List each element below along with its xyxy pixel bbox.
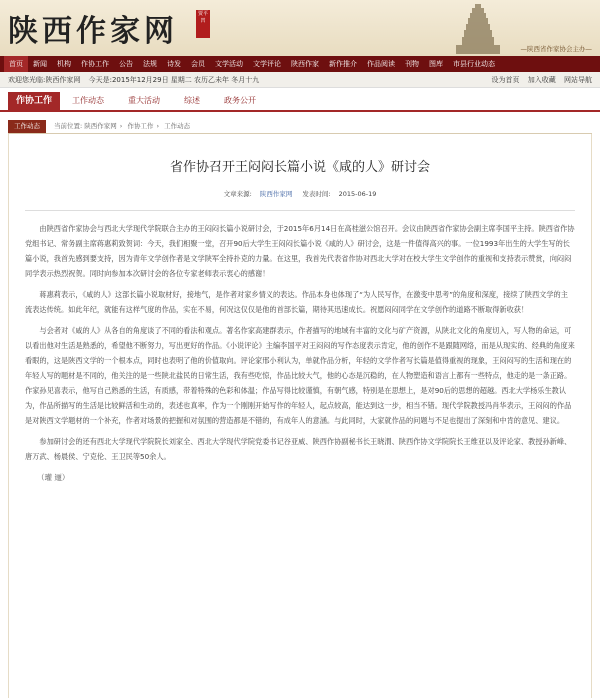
site-nav-link[interactable]: 网站导航 bbox=[564, 75, 592, 84]
tab-work-news[interactable]: 工作动态 bbox=[72, 96, 105, 105]
nav-item-news[interactable]: 新闻 bbox=[33, 60, 47, 68]
breadcrumb-label: 工作动态 bbox=[8, 120, 46, 133]
info-bar bbox=[0, 72, 600, 88]
article-paragraph: 与会者对《咸的人》从各自的角度谈了不同的看法和观点。著名作家高建群表示，作者描写的地域有丰富的文化与矿产资源，从陕北文化的角度切入，写人物的命运，可以看出他对生活是熟悉的，希望他不断努力，写出更好的作品。《小说评论》主编李国平对王闷闷的写作态度表示肯定，他的创作不是跟随网络，而是从现实的、经典的角度来看眼的，这是陕西文学的一个根本点，同时也表明了他的价值取向。评论家邢小利认为，单就作品分析，年轻的文学作者写长篇是值得重视的现象，王闷闷写的生活和现在的年轻人写的题材是不同的，他关注的是一些陕北盐民的日常生活，我有些吃惊，作品比较大气，他的心态是沉稳的，在人物塑造和语言上都有一些特点，他走的是一条正路。作家孙见喜表示，他写自己熟悉的生活，有质感，带着特殊的色彩和体温；作品写得比较谨慎，有朝气感，特别是在思想上，是对90后的思想的超越。西北大学杨乐生教认为，作品所描写的生活是比较鲜活和生动的，表述也真率，作为一个刚刚开始写作的年轻人，起点较高，能达到这一步，相当不错。现代学院教授冯肖华表示，王闷闷的作品是对陕西文学题材的一个补充，作者对场景的把握和对氛围的营造都是不错的，有成年人的意涵。与此同时，大家就作品的问题与不足也提出了深刻和中肯的意见、建议。 bbox=[25, 326, 575, 425]
time-label: 发表时间: bbox=[302, 190, 331, 198]
breadcrumb-item-home[interactable]: 陕西作家网 bbox=[84, 122, 117, 130]
article-meta bbox=[25, 189, 575, 198]
date-text: 今天是:2015年12月29日 星期二 农历乙未年 冬月十九 bbox=[88, 75, 260, 84]
nav-item-home[interactable]: 首页 bbox=[4, 56, 28, 72]
add-favorite-link[interactable]: 加入收藏 bbox=[527, 75, 556, 84]
pagoda-icon bbox=[448, 2, 508, 54]
site-logo[interactable]: 陕西作家网 bbox=[8, 14, 178, 49]
tab-overview[interactable]: 综述 bbox=[184, 96, 201, 105]
breadcrumb-prefix: 当前位置: bbox=[54, 122, 83, 130]
nav-item-regulations[interactable]: 法规 bbox=[143, 60, 157, 68]
nav-item-gallery[interactable]: 图库 bbox=[429, 60, 443, 68]
banner-slogan: —陕西省作家协会主办— bbox=[520, 45, 592, 53]
breadcrumb bbox=[8, 120, 592, 134]
nav-item-poetry[interactable]: 诗发 bbox=[167, 60, 181, 68]
main-nav bbox=[0, 56, 600, 72]
nav-item-literary-events[interactable]: 文学活动 bbox=[215, 60, 243, 68]
set-homepage-link[interactable]: 设为首页 bbox=[491, 75, 520, 84]
chevron-right-icon: › bbox=[119, 122, 123, 130]
nav-item-regional-news[interactable]: 市县行业动态 bbox=[453, 60, 495, 68]
nav-item-announcements[interactable]: 公告 bbox=[119, 60, 133, 68]
chevron-right-icon: › bbox=[156, 122, 160, 130]
site-banner bbox=[0, 0, 600, 56]
tab-government-affairs[interactable]: 政务公开 bbox=[224, 96, 257, 105]
breadcrumb-item-work-news[interactable]: 工作动态 bbox=[164, 122, 191, 130]
article-paragraph: 参加研讨会的还有西北大学现代学院院长刘家全、西北大学现代学院党委书记谷亚威、陕西作协副秘书长王晓渭、陕西作协文学院院长王维亚以及评论家、教授孙新峰、唐万武、杨晨侯、宁克伦、王卫民等50余人。 bbox=[25, 437, 572, 461]
article-paragraph: 蒋惠莉表示，《咸的人》这部长篇小说取材好，接地气，是作者对家乡情义的表达。作品本身也体现了“为人民写作，在激变中思考”的角度和深度，接续了陕西文学的主流表达传统。如此年纪，就能有这样气度的作品，实在不易，何况这仅仅是他的首部长篇，期待其迅速成长。祝愿闷闷同学在文学创作的道路不断取得新收获！ bbox=[25, 290, 568, 314]
author-seal: 贾平凹 bbox=[196, 10, 210, 38]
nav-item-shaanxi-writers[interactable]: 陕西作家 bbox=[291, 60, 319, 68]
nav-item-association-work[interactable]: 作协工作 bbox=[81, 60, 109, 68]
breadcrumb-item-association[interactable]: 作协工作 bbox=[127, 122, 154, 130]
nav-item-members[interactable]: 会员 bbox=[191, 60, 205, 68]
section-bar bbox=[0, 92, 600, 112]
article-title: 省作协召开王闷闷长篇小说《咸的人》研讨会 bbox=[169, 160, 430, 175]
welcome-text: 欢迎您光临:陕西作家网 bbox=[8, 75, 81, 84]
title-divider bbox=[25, 210, 575, 211]
nav-item-reading[interactable]: 作品阅读 bbox=[367, 60, 395, 68]
source-value[interactable]: 陕西作家网 bbox=[259, 190, 293, 198]
nav-item-organization[interactable]: 机构 bbox=[57, 60, 71, 68]
article-paragraph: 由陕西省作家协会与西北大学现代学院联合主办的王闷闷长篇小说研讨会，于2015年6月14日在高桂滋公馆召开。会议由陕西省作家协会副主席李国平主持。陕西省作协党组书记、常务副主席蒋惠莉致贺词：今天，我们相聚一堂，召开90后大学生王闷闷长篇小说《咸的人》研讨会，这是一件值得高兴的事。一位1993年出生的大学生写的长篇小说，我首先感到要支持，因为青年文学创作者是文学陕军全持扑克的力量。在这里，我首先代表省作协对西北大学对在校大学生文学创作的重视和支持表示赞赏，向闷闷同学表示热烈祝贺。同时向参加本次研讨会的各位专家老师表示衷心的感谢！ bbox=[25, 224, 575, 278]
nav-item-publications[interactable]: 刊物 bbox=[405, 60, 419, 68]
time-value: 2015-06-19 bbox=[338, 190, 377, 198]
source-label: 文章来源: bbox=[223, 190, 252, 198]
nav-item-literary-criticism[interactable]: 文学评论 bbox=[253, 60, 281, 68]
editor-signature: （瓘 逦） bbox=[37, 473, 70, 482]
article-body bbox=[8, 134, 592, 698]
tab-major-events[interactable]: 重大活动 bbox=[128, 96, 161, 105]
nav-item-new-works[interactable]: 新作推介 bbox=[329, 60, 357, 68]
section-title: 作协工作 bbox=[8, 92, 60, 110]
